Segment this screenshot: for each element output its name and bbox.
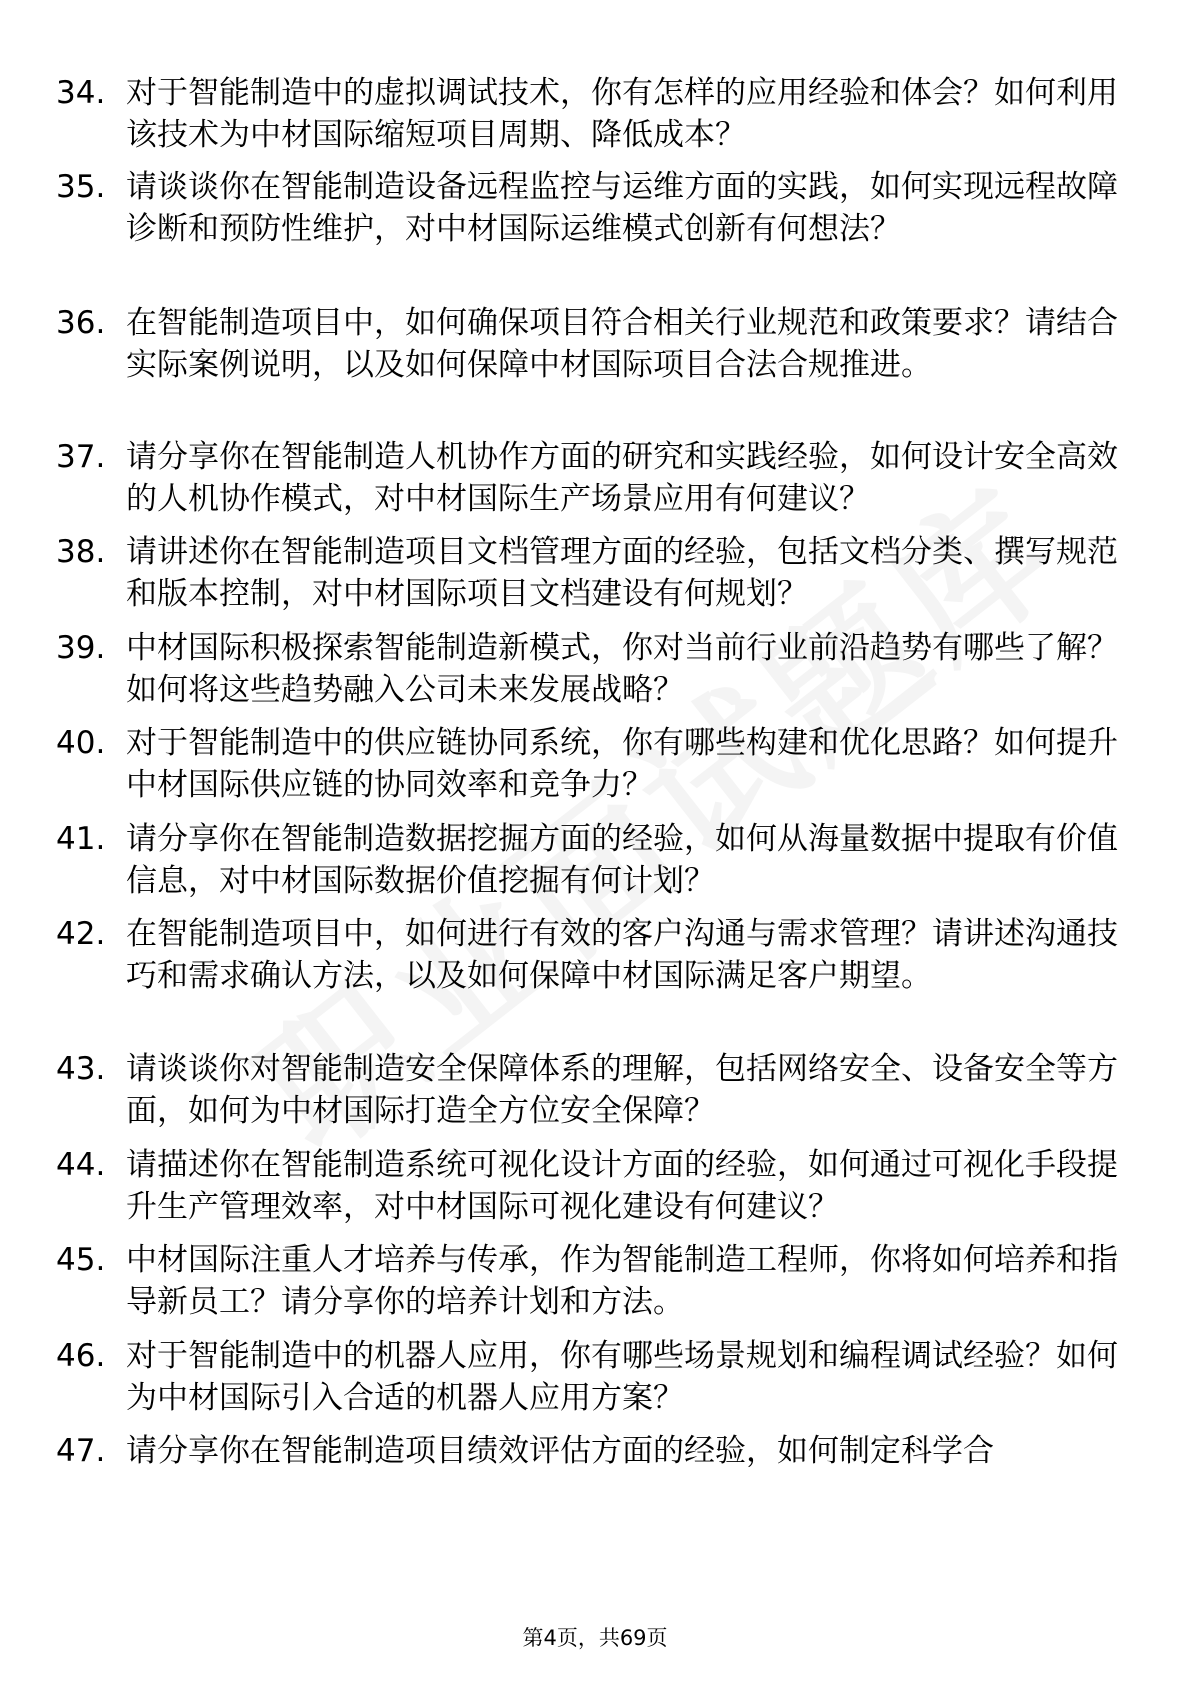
question-text: 对于智能制造中的虚拟调试技术，你有怎样的应用经验和体会？如何利用该技术为中材国际缩短项目周期、降低成本？ bbox=[126, 75, 1118, 153]
list-item bbox=[56, 913, 1136, 1048]
list-item bbox=[56, 1335, 1136, 1430]
list-item bbox=[56, 1144, 1136, 1239]
question-text: 请描述你在智能制造系统可视化设计方面的经验，如何通过可视化手段提升生产管理效率，对中材国际可视化建设有何建议？ bbox=[126, 1147, 1118, 1225]
question-number: 34. bbox=[56, 75, 106, 111]
question-number: 41. bbox=[56, 821, 106, 857]
list-item bbox=[56, 1239, 1136, 1335]
question-text: 请谈谈你在智能制造设备远程监控与运维方面的实践，如何实现远程故障诊断和预防性维护，对中材国际运维模式创新有何想法？ bbox=[126, 169, 1118, 247]
question-text: 在智能制造项目中，如何确保项目符合相关行业规范和政策要求？请结合实际案例说明，以及如何保障中材国际项目合法合规推进。 bbox=[126, 305, 1118, 383]
question-number: 37. bbox=[56, 439, 106, 475]
list-item bbox=[56, 436, 1136, 531]
question-number: 47. bbox=[56, 1433, 106, 1469]
question-number: 40. bbox=[56, 725, 106, 761]
page-number-footer: 第4页，共69页 bbox=[522, 1626, 668, 1650]
question-list bbox=[56, 72, 1136, 1478]
question-number: 35. bbox=[56, 169, 106, 205]
list-item bbox=[56, 166, 1136, 302]
question-number: 44. bbox=[56, 1147, 106, 1183]
question-text: 对于智能制造中的机器人应用，你有哪些场景规划和编程调试经验？如何为中材国际引入合适的机器人应用方案？ bbox=[126, 1338, 1118, 1416]
question-text: 中材国际注重人才培养与传承，作为智能制造工程师，你将如何培养和指导新员工？请分享你的培养计划和方法。 bbox=[126, 1242, 1118, 1320]
question-number: 36. bbox=[56, 305, 106, 341]
question-number: 38. bbox=[56, 534, 106, 570]
question-text: 请讲述你在智能制造项目文档管理方面的经验，包括文档分类、撰写规范和版本控制，对中材国际项目文档建设有何规划？ bbox=[126, 534, 1118, 612]
question-text: 请分享你在智能制造项目绩效评估方面的经验，如何制定科学合 bbox=[126, 1433, 994, 1469]
question-number: 39. bbox=[56, 630, 106, 666]
question-text: 中材国际积极探索智能制造新模式，你对当前行业前沿趋势有哪些了解？如何将这些趋势融入公司未来发展战略？ bbox=[126, 630, 1118, 708]
question-text: 对于智能制造中的供应链协同系统，你有哪些构建和优化思路？如何提升中材国际供应链的协同效率和竞争力？ bbox=[126, 725, 1118, 803]
list-item bbox=[56, 1430, 1136, 1478]
list-item bbox=[56, 1048, 1136, 1144]
list-item bbox=[56, 627, 1136, 722]
list-item bbox=[56, 818, 1136, 913]
question-text: 请分享你在智能制造人机协作方面的研究和实践经验，如何设计安全高效的人机协作模式，对中材国际生产场景应用有何建议？ bbox=[126, 439, 1118, 517]
question-text: 请分享你在智能制造数据挖掘方面的经验，如何从海量数据中提取有价值信息，对中材国际数据价值挖掘有何计划？ bbox=[126, 821, 1118, 899]
question-number: 42. bbox=[56, 916, 106, 952]
list-item bbox=[56, 72, 1136, 166]
question-number: 45. bbox=[56, 1242, 106, 1278]
question-text: 在智能制造项目中，如何进行有效的客户沟通与需求管理？请讲述沟通技巧和需求确认方法，以及如何保障中材国际满足客户期望。 bbox=[126, 916, 1118, 994]
list-item bbox=[56, 722, 1136, 818]
question-text: 请谈谈你对智能制造安全保障体系的理解，包括网络安全、设备安全等方面，如何为中材国际打造全方位安全保障？ bbox=[126, 1051, 1118, 1129]
list-item bbox=[56, 302, 1136, 436]
list-item bbox=[56, 531, 1136, 627]
question-number: 46. bbox=[56, 1338, 106, 1374]
question-number: 43. bbox=[56, 1051, 106, 1087]
